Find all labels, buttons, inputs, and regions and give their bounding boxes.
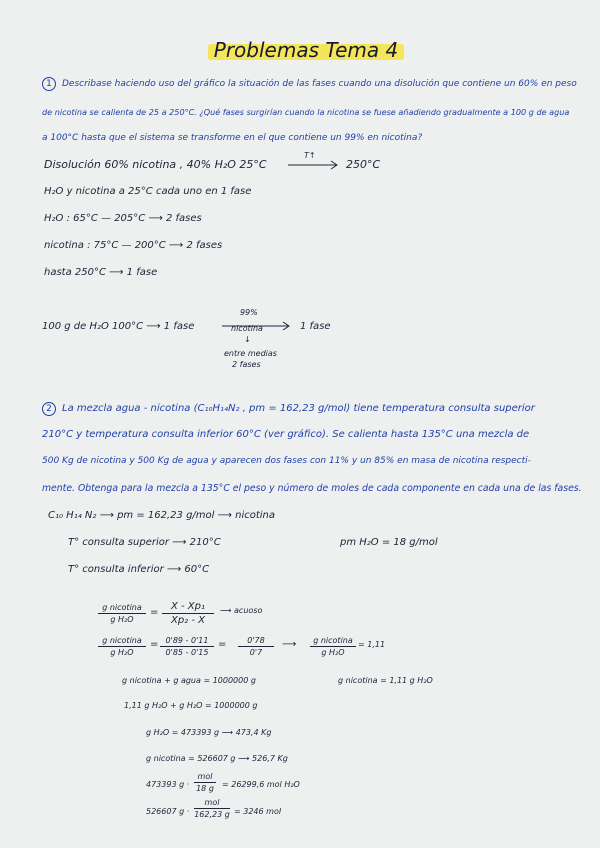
p1-line-1: 1 Describase haciendo uso del gráfico la situación de las fases cuando una disolución que contiene un 60% en peso [42,77,577,91]
p2-work-line-8-right: = 26299,6 mol H₂O [222,780,300,789]
p1-work-line-5: hasta 250°C ⟶ 1 fase [44,267,158,278]
p1-work-line-6-left: 100 g de H₂O 100°C ⟶ 1 fase [42,321,195,332]
p2-line-4: mente. Obtenga para la mezcla a 135°C el peso y número de moles de cada componente en cada una de las fases. [42,483,582,494]
p2-work-line-8-frac: mol 18 g [194,772,216,793]
p2-frac1-eq: = [150,607,159,618]
p2-work-line-5: 1,11 g H₂O + g H₂O = 1000000 g [124,701,258,710]
p1-work-line-6-down: ↓ [244,335,251,344]
p1-work-line-6-sub2: 2 fases [232,360,261,369]
p2-work-line-4: g nicotina + g agua = 1000000 g [122,676,256,685]
title-text: Problemas Tema 4 [213,38,399,62]
p1-work-line-6-mid: nicotina [231,324,263,333]
p2-work-line-6: g H₂O = 473393 g ⟶ 473,4 Kg [146,728,272,737]
p2-work-line-8-left: 473393 g · [146,780,190,789]
p1-dissolution-arrow [288,160,340,170]
p1-line-3: a 100°C hasta que el sistema se transforme en el que contiene un 99% en nicotina? [42,133,423,143]
page-title [208,38,404,62]
p2-line-2: 210°C y temperatura consulta inferior 60°C (ver gráfico). Se calienta hasta 135°C una mezcla de [42,429,530,440]
p1-line-2: de nicotina se calienta de 25 a 250°C. ¿Qué fases surgirían cuando la nicotina se fuese añadiendo gradualmente a 100 g de agua [42,107,570,117]
p2-frac1-arrow: ⟶ acuoso [220,606,263,615]
p2-number: 2 [42,402,56,416]
p2-frac2-left: g nicotina g H₂O [98,636,146,657]
p2-work-line-4-right: g nicotina = 1,11 g H₂O [338,676,433,685]
p2-work-line-2: T° consulta superior ⟶ 210°C [68,537,221,548]
p2-work-line-9-right: = 3246 mol [234,807,282,816]
p2-frac2-eq: = [150,639,159,650]
p2-work-line-3: T° consulta inferior ⟶ 60°C [68,564,210,575]
p1-work-line-3: H₂O : 65°C — 205°C ⟶ 2 fases [44,213,202,224]
p1-work-line-6-sub1: entre medias [224,349,277,358]
p1-work-line-2: H₂O y nicotina a 25°C cada uno en 1 fase [44,186,252,197]
p2-work-line-7: g nicotina = 526607 g ⟶ 526,7 Kg [146,754,288,763]
p1-dissolution-left: Disolución 60% nicotina , 40% H₂O 25°C [44,158,267,171]
p1-dissolution-arrow-label: T↑ [304,151,316,160]
p1-work-line-4: nicotina : 75°C — 200°C ⟶ 2 fases [44,240,223,251]
p2-frac2-mid: 0'89 - 0'11 0'85 - 0'15 [160,636,214,657]
p1-dissolution-right: 250°C [346,158,381,171]
p2-frac2-r3: g nicotina g H₂O [310,636,356,657]
p2-work-line-9-frac: mol 162,23 g [194,798,230,819]
p2-frac2-eq2: = [218,639,227,650]
p1-work-line-6-right: 1 fase [300,321,331,332]
p2-work-line-2-right: pm H₂O = 18 g/mol [340,537,438,548]
p1-number: 1 [42,77,56,91]
p1-work-line-6-top: 99% [240,308,258,317]
p2-line-1: 2 La mezcla agua - nicotina (C₁₀H₁₄N₂ , pm = 162,23 g/mol) tiene temperatura consulta superior [42,402,535,416]
p2-work-line-9-left: 526607 g · [146,807,190,816]
p2-frac2-r2: 0'78 0'7 [238,636,274,657]
p2-frac1-right: X - Xp₁ Xp₂ - X [162,601,214,626]
p2-work-line-1: C₁₀ H₁₄ N₂ ⟶ pm = 162,23 g/mol ⟶ nicotina [48,510,276,521]
p2-frac2-arrow: ⟶ [282,639,297,650]
p2-frac1-left: g nicotina g H₂O [98,603,146,624]
p2-frac2-result: = 1,11 [358,640,386,649]
p2-line-3: 500 Kg de nicotina y 500 Kg de agua y aparecen dos fases con 11% y un 85% en masa de nicotina respecti- [42,456,531,466]
